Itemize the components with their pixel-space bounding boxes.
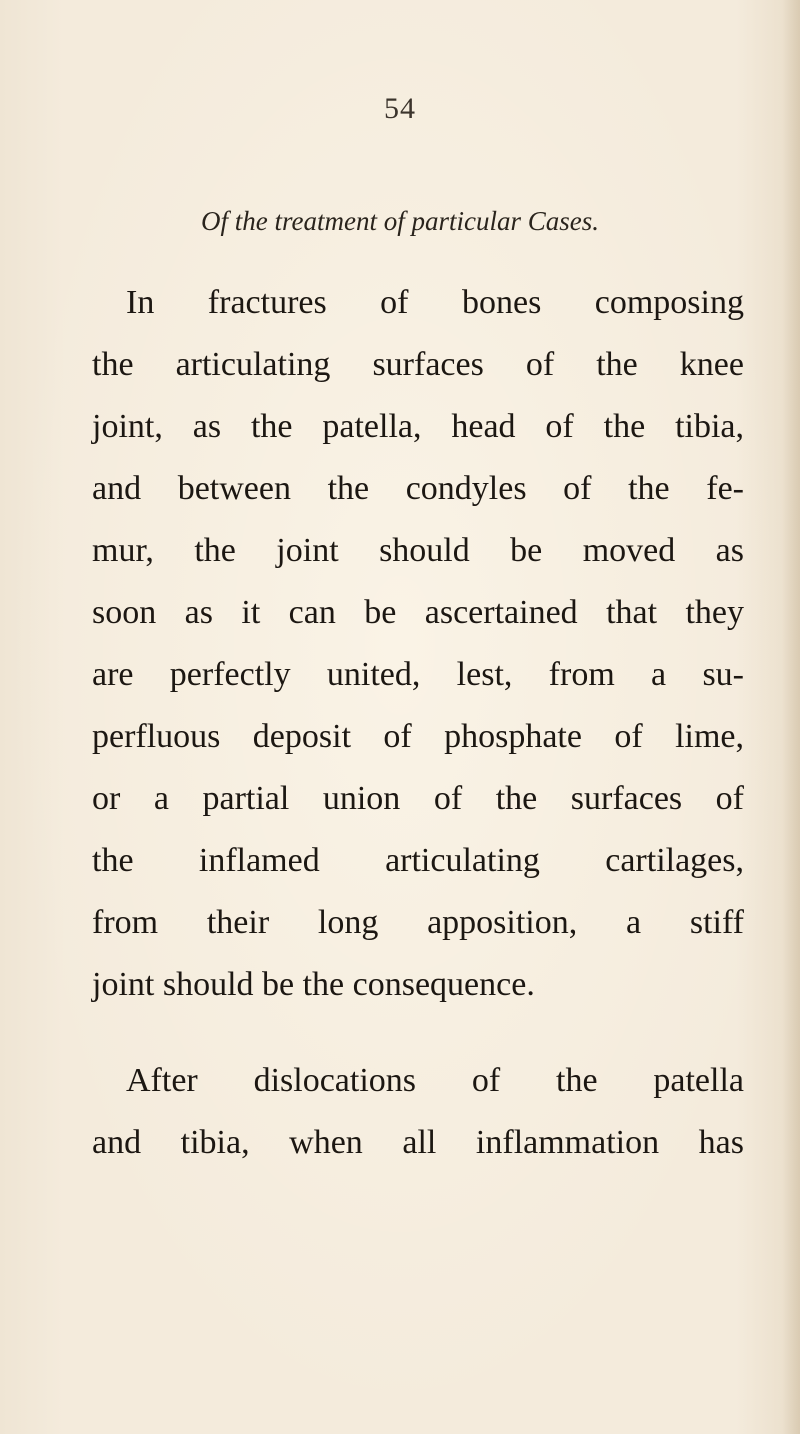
- section-heading: Of the treatment of particular Cases.: [201, 206, 599, 236]
- text-line: mur, the joint should be moved as: [92, 532, 744, 569]
- text-line: joint, as the patella, head of the tibia,: [92, 408, 744, 445]
- text-line: or a partial union of the surfaces of: [92, 780, 744, 817]
- page-number: 54: [384, 92, 416, 125]
- paragraph-dislocations: [92, 1050, 744, 1174]
- text-line: the inflamed articulating cartilages,: [92, 842, 744, 879]
- text-line: soon as it can be ascertained that they: [92, 594, 744, 631]
- text-line: the articulating surfaces of the knee: [92, 346, 744, 383]
- text-line: After dislocations of the patella: [126, 1062, 744, 1099]
- paragraph-fractures: [92, 272, 744, 1016]
- text-line: and between the condyles of the fe-: [92, 470, 744, 507]
- text-line: from their long apposition, a stiff: [92, 904, 744, 941]
- text-line: and tibia, when all inflammation has: [92, 1124, 744, 1161]
- text-line: In fractures of bones composing: [126, 284, 744, 321]
- text-line: joint should be the consequence.: [92, 966, 535, 1003]
- text-line: are perfectly united, lest, from a su-: [92, 656, 744, 693]
- text-line: perfluous deposit of phosphate of lime,: [92, 718, 744, 755]
